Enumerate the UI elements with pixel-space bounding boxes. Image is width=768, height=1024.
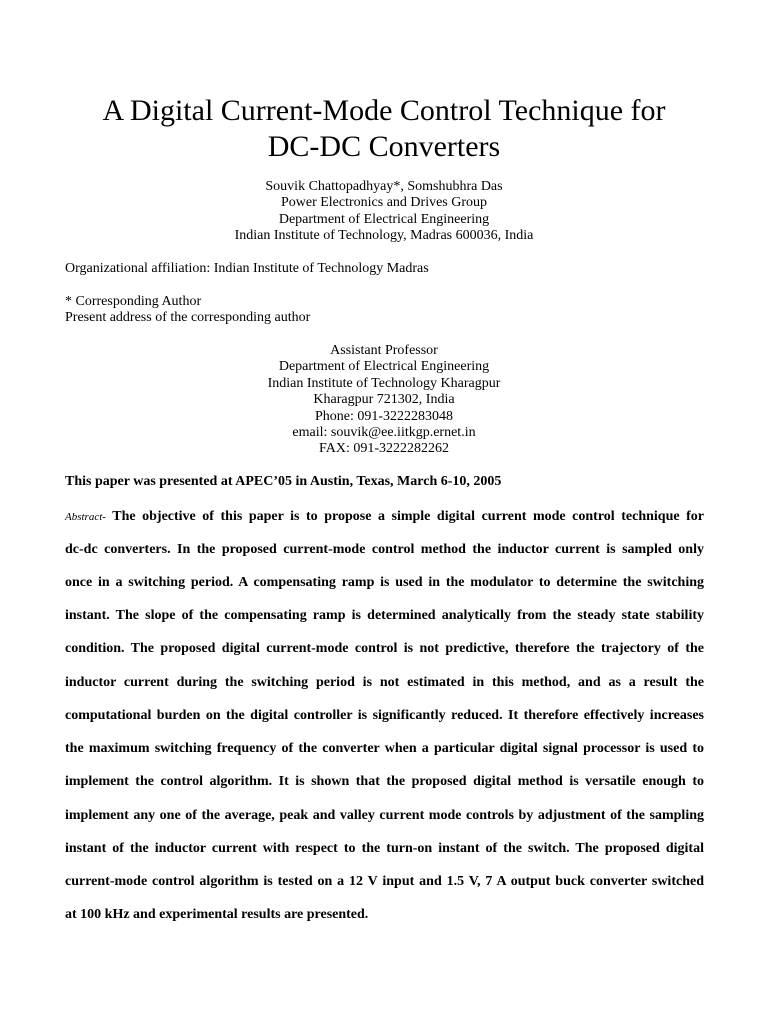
contact-email: email: souvik@ee.iitkgp.ernet.in: [292, 425, 476, 441]
abstract-line: at 100 kHz and experimental results are presented.: [65, 907, 369, 922]
abstract-line: computational burden on the digital controller is significantly reduced. It therefore effectively increases: [65, 708, 704, 723]
paper-title: [0, 93, 768, 165]
abstract-line: the maximum switching frequency of the converter when a particular digital signal processor is used to: [65, 741, 704, 756]
contact-city: Kharagpur 721302, India: [313, 392, 455, 408]
contact-position: Assistant Professor: [330, 343, 438, 358]
organizational-affiliation: [65, 261, 429, 277]
contact-block: [0, 343, 768, 458]
title-line: A Digital Current-Mode Control Technique for: [102, 94, 666, 127]
author-names: Souvik Chattopadhyay*, Somshubhra Das: [265, 179, 503, 194]
contact-department: Department of Electrical Engineering: [278, 359, 490, 375]
abstract-line: instant. The slope of the compensating ramp is determined analytically from the steady state stability: [65, 608, 704, 623]
author-group: Power Electronics and Drives Group: [280, 195, 488, 211]
corresponding-author-note: [65, 294, 310, 327]
abstract-line: implement any one of the average, peak and valley current mode controls by adjustment of the sampling: [65, 808, 704, 823]
abstract-line: condition. The proposed digital current-mode control is not predictive, therefore the trajectory of the: [65, 641, 704, 656]
author-block: [0, 179, 768, 245]
abstract-line: current-mode control algorithm is tested on a 12 V input and 1.5 V, 7 A output buck converter switched: [65, 874, 704, 889]
contact-phone: Phone: 091-3222283048: [314, 408, 454, 424]
abstract-line: dc-dc converters. In the proposed current-mode control method the inductor current is sampled only: [65, 542, 704, 557]
abstract-line: implement the control algorithm. It is shown that the proposed digital method is versatile enough to: [65, 774, 704, 789]
author-institute: Indian Institute of Technology, Madras 600036, India: [234, 228, 534, 244]
title-line: DC-DC Converters: [267, 130, 501, 163]
author-department: Department of Electrical Engineering: [278, 211, 490, 227]
corresponding-author-label: * Corresponding Author: [65, 294, 202, 309]
abstract-line: once in a switching period. A compensating ramp is used in the modulator to determine the switching: [65, 575, 704, 590]
abstract-line-text: The objective of this paper is to propose a simple digital current mode control technique for: [105, 509, 704, 524]
present-address-label: Present address of the corresponding author: [65, 310, 311, 326]
abstract-label: Abstract-: [65, 511, 106, 523]
contact-fax: FAX: 091-3222282262: [318, 441, 450, 457]
abstract-line: instant of the inductor current with respect to the turn-on instant of the switch. The proposed digital: [65, 841, 704, 856]
abstract-line: [65, 509, 704, 525]
affiliation-text: Organizational affiliation: Indian Institute of Technology Madras: [65, 261, 429, 276]
contact-institute: Indian Institute of Technology Kharagpur: [267, 375, 501, 391]
abstract-line: inductor current during the switching period is not estimated in this method, and as a result the: [65, 675, 704, 690]
presentation-note: This paper was presented at APEC’05 in Austin, Texas, March 6-10, 2005: [65, 474, 502, 489]
